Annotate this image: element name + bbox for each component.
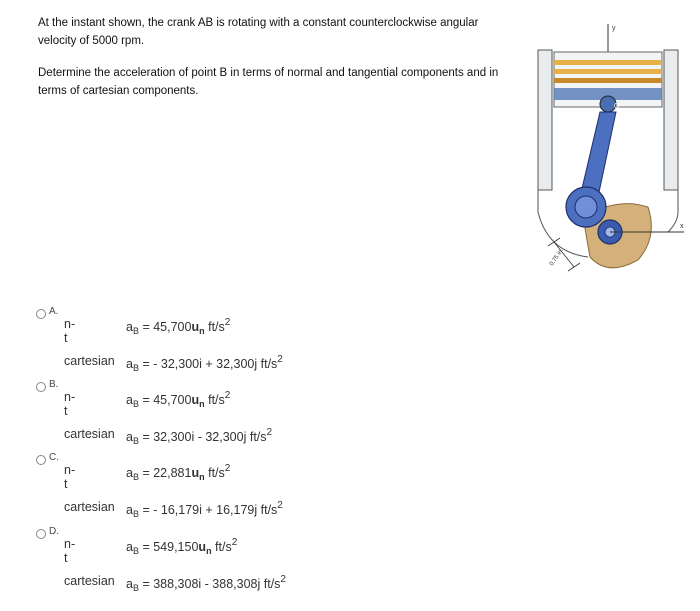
option-c-nt-label: n-t xyxy=(64,463,76,491)
x-axis-label: x xyxy=(680,223,684,230)
option-a-nt-equation: $a_B = 45,700u_n$ $ft/s^2$ xyxy=(126,317,231,336)
option-c-cartesian-equation: $a_B$ = - 16,179i + 16,179j $ft/s^2$ xyxy=(126,500,283,519)
option-a-cartesian-equation: $a_B$ = - 32,300i + 32,300j $ft/s^2$ xyxy=(126,354,283,373)
option-b-cartesian-equation: $a_B = 32,300i - 32,300j$ $ft/s^2$ xyxy=(126,427,273,446)
dimension-tick-1 xyxy=(548,238,560,246)
dimension-tick-2 xyxy=(568,263,580,271)
option-d-cartesian-equation: $a_B = 388,308i - 388,308j$ $ft/s^2$ xyxy=(126,574,286,593)
option-d-radio[interactable] xyxy=(36,529,46,539)
option-d-nt-label: n-t xyxy=(64,537,76,565)
option-a-cartesian-label: cartesian xyxy=(64,354,115,368)
option-d-nt-equation: $a_B = 549,150u_n$ $ft/s^2$ xyxy=(126,537,238,556)
cylinder-right-wall xyxy=(664,50,678,190)
cylinder-left-wall xyxy=(538,50,552,190)
dimension-label: 0.75 in. xyxy=(548,247,566,268)
piston-ring-3 xyxy=(554,78,662,83)
option-a-radio[interactable] xyxy=(36,309,46,319)
option-b-nt-label: n-t xyxy=(64,390,76,418)
point-c-label: C xyxy=(614,103,620,110)
option-d-cartesian-label: cartesian xyxy=(64,574,115,588)
question-task: Determine the acceleration of point B in terms of normal and tangential components and in terms of cartesian components. xyxy=(38,67,499,97)
piston-ring-2 xyxy=(554,69,662,74)
option-c-cartesian-label: cartesian xyxy=(64,500,115,514)
option-c-nt-equation: $a_B = 22,881u_n$ $ft/s^2$ xyxy=(126,463,231,482)
crank-big-end-inner xyxy=(575,196,597,218)
option-a-nt-label: n-t xyxy=(64,317,76,345)
option-b-cartesian-label: cartesian xyxy=(64,427,115,441)
connecting-rod xyxy=(580,112,616,197)
y-axis-label: y xyxy=(612,25,616,32)
question-text xyxy=(38,14,508,114)
option-b-nt-equation: $a_B = 45,700u_n$ $ft/s^2$ xyxy=(126,390,231,409)
question-statement: At the instant shown, the crank AB is rotating with a constant counterclockwise angular velocity of 5000 rpm. xyxy=(38,17,479,47)
piston-ring-1 xyxy=(554,60,662,65)
option-b-letter: B. xyxy=(49,379,59,390)
option-a-letter: A. xyxy=(49,306,59,317)
option-c-radio[interactable] xyxy=(36,455,46,465)
option-c-letter: C. xyxy=(49,452,59,463)
piston-crank-figure xyxy=(528,22,688,282)
option-d-letter: D. xyxy=(49,526,59,537)
option-b-radio[interactable] xyxy=(36,382,46,392)
